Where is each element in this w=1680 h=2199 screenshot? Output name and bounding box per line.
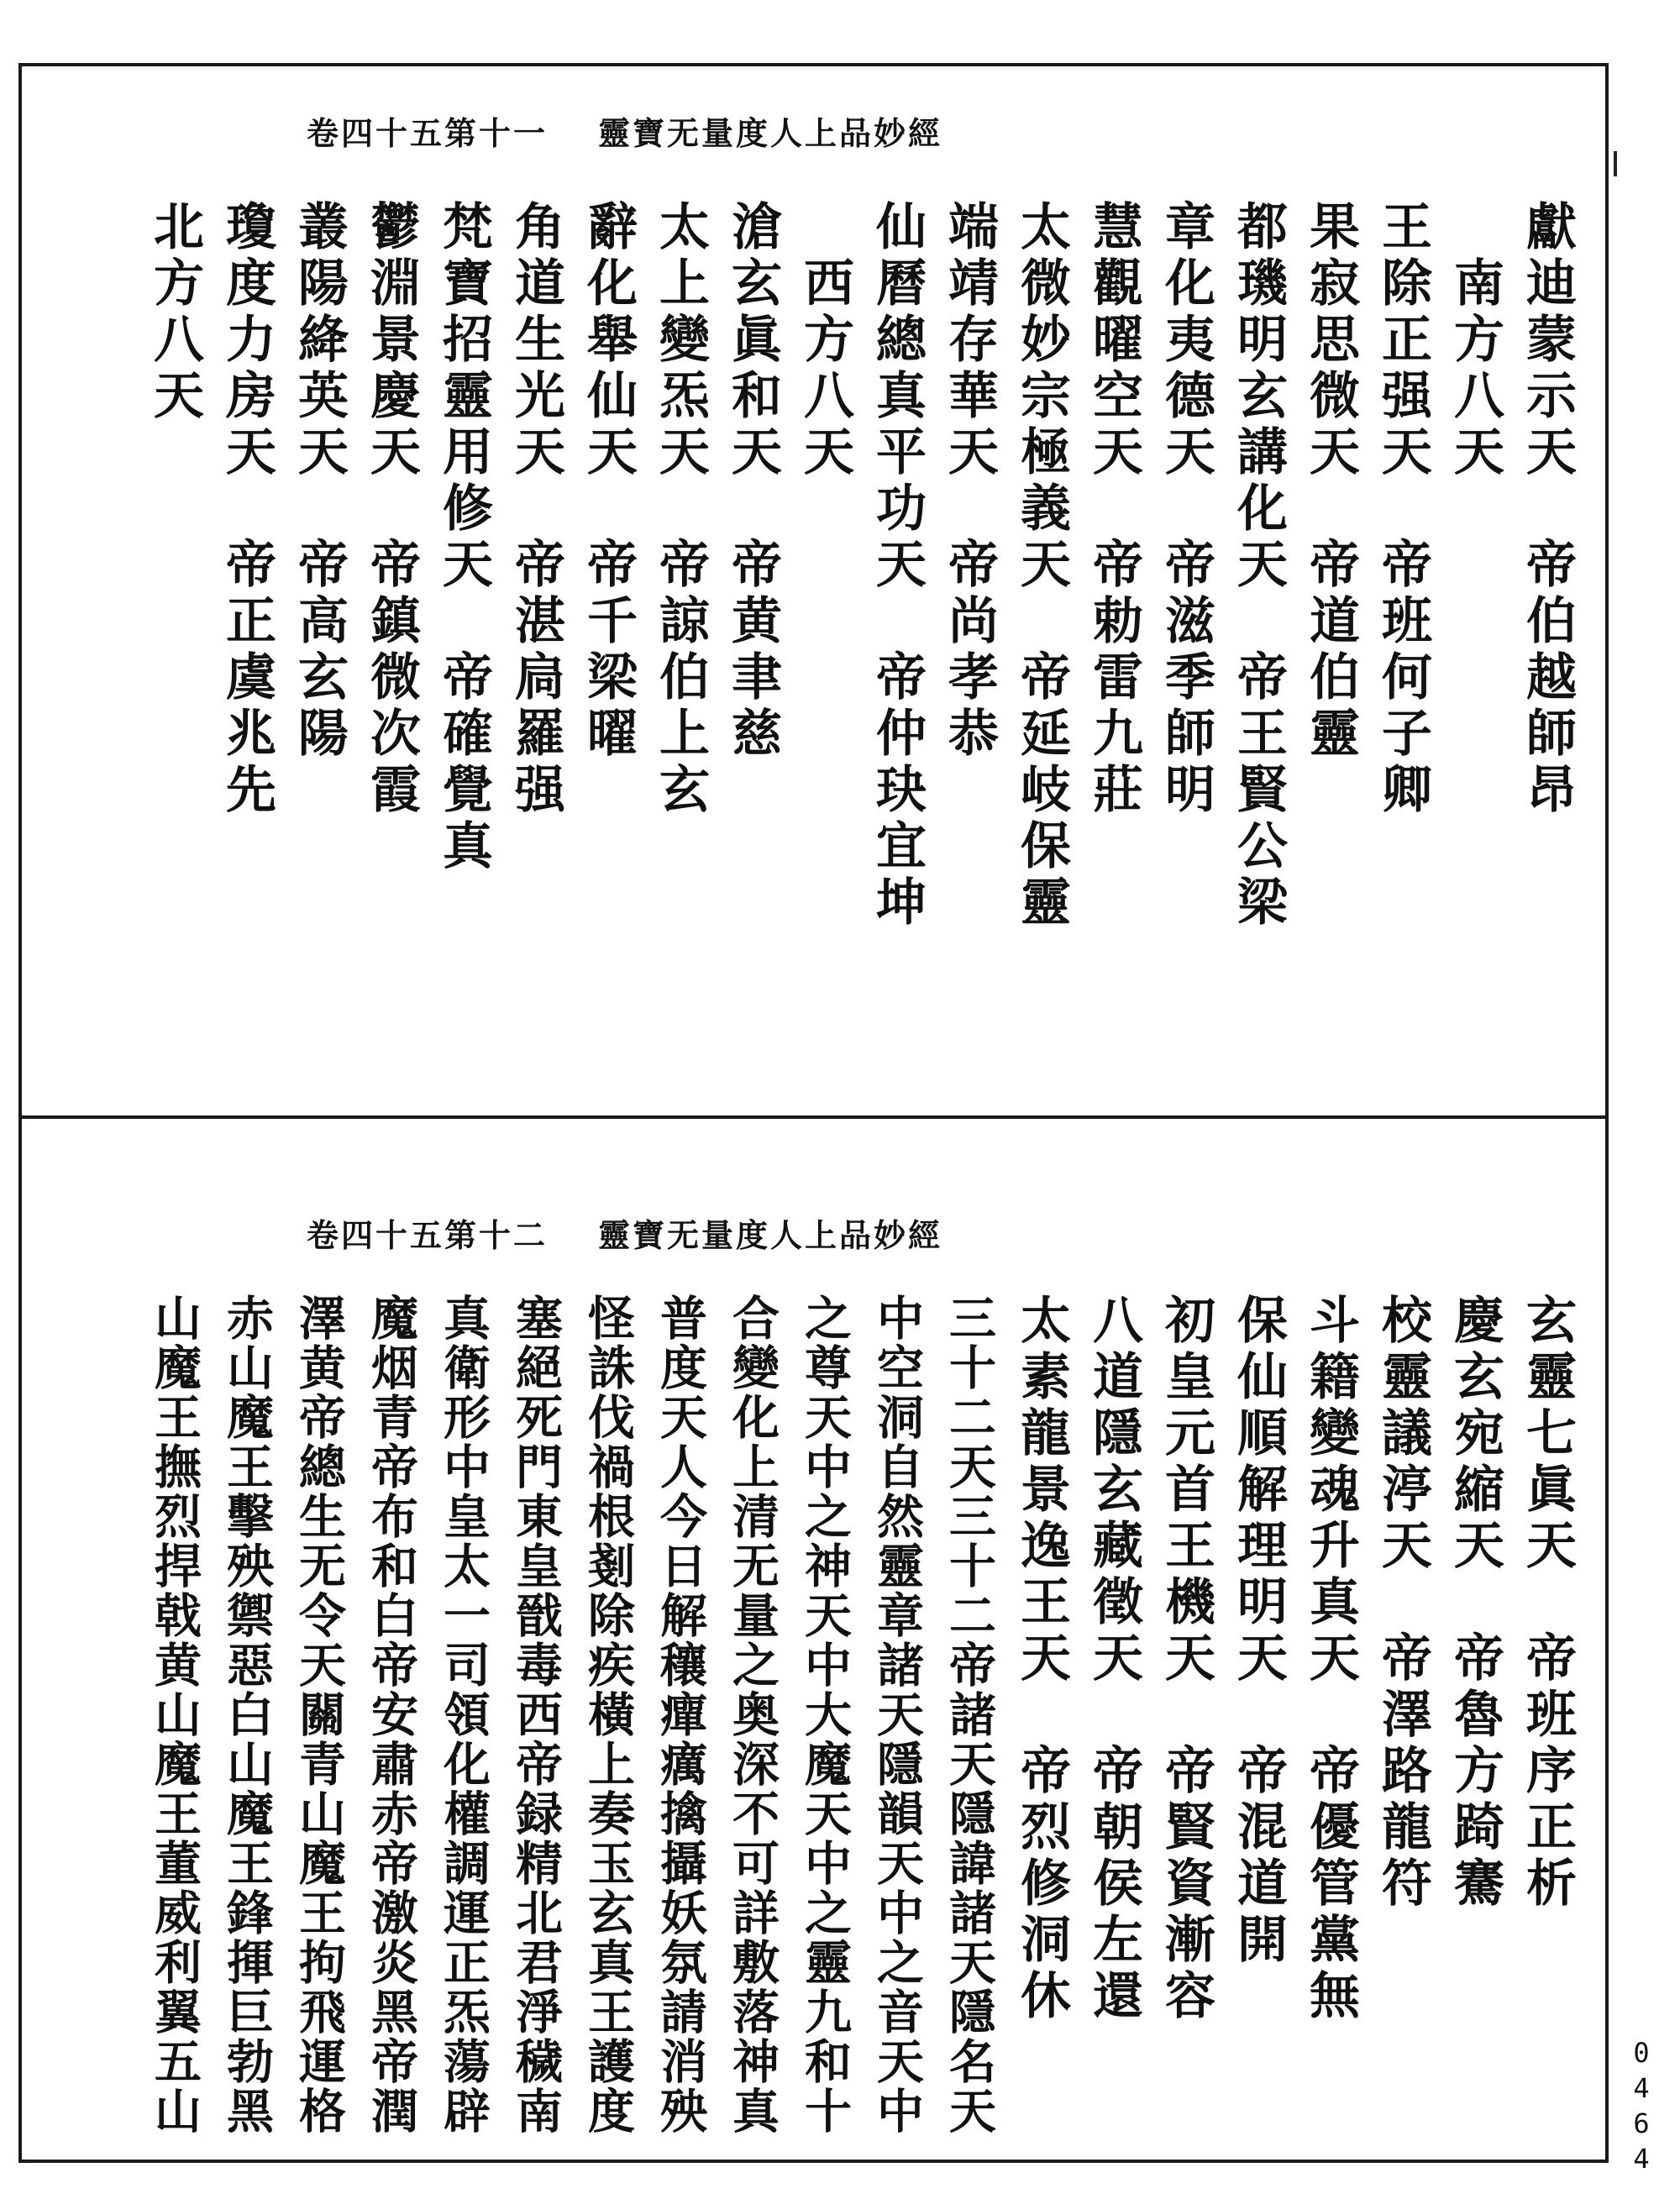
- text-column: 獻迪蒙示天 帝伯越師昂: [1518, 200, 1577, 819]
- text-column: 太素龍景逸王天 帝烈修洞休: [1012, 1294, 1071, 2025]
- text-column: 瓊度力房天 帝正虞兆先: [218, 200, 276, 819]
- text-column: 初皇元首王機天 帝賢資漸容: [1157, 1294, 1215, 2025]
- text-column: 真衛形中皇太一司領化權調運正炁蕩辟: [436, 1294, 491, 2136]
- text-column: 三十二天三十二帝諸天隱諱諸天隱名天: [942, 1294, 997, 2136]
- text-column: 梵寶招靈用修天 帝確覺真: [434, 200, 493, 875]
- text-column: 合變化上清无量之奥深不可詳敷落神真: [725, 1294, 780, 2136]
- text-column: 玄靈七眞天 帝班序正析: [1518, 1294, 1577, 1913]
- text-column: 澤黄帝總生无令天關青山魔王拘飛運格: [291, 1294, 347, 2136]
- text-column: 山魔王撫烈捍戟黄山魔王董威利翼五山: [147, 1294, 202, 2136]
- text-column: 中空洞自然靈章諸天隱韻天中之音天中: [869, 1294, 925, 2136]
- text-column: 八道隱玄藏徵天 帝朝侯左還: [1084, 1294, 1143, 2025]
- text-column: 角道生光天 帝湛扃羅强: [507, 200, 565, 819]
- page-number: 0464: [1625, 2037, 1657, 2178]
- text-column: 南方八天: [1446, 200, 1504, 481]
- margin-mark: [1614, 151, 1617, 176]
- top-text-panel: [34, 200, 1583, 1031]
- text-column: 都璣明玄講化天 帝王賢公梁: [1229, 200, 1288, 932]
- text-column: 校靈議渟天 帝澤路龍符: [1373, 1294, 1432, 1913]
- text-column: 辭化舉仙天 帝千梁曜: [579, 200, 638, 763]
- bottom-header-volume: 卷四十五第十二: [307, 1216, 549, 1254]
- text-column: 赤山魔王擊殃禦惡白山魔王鋒揮巨勃黑: [219, 1294, 275, 2136]
- text-column: 章化夷德天 帝滋季師明: [1157, 200, 1215, 819]
- text-column: 太上變炁天 帝諒伯上玄: [651, 200, 710, 819]
- text-column: 鬱淵景慶天 帝鎮微次霞: [362, 200, 421, 819]
- text-column: 叢陽絳英天 帝高玄陽: [290, 200, 349, 763]
- top-header-title: 靈寶无量度人上品妙經: [598, 114, 943, 152]
- text-column: 太微妙宗極義天 帝延岐保靈: [1012, 200, 1071, 932]
- text-column: 慶玄宛縮天 帝魯方踦騫: [1446, 1294, 1504, 1913]
- text-column: 魔烟青帝布和白帝安肅赤帝激炎黑帝潤: [364, 1294, 419, 2136]
- top-header-volume: 卷四十五第十一: [307, 114, 549, 152]
- text-column: 果寂思微天 帝道伯靈: [1301, 200, 1360, 763]
- text-column: 滄玄眞和天 帝黄聿慈: [723, 200, 782, 763]
- text-column: 塞絕死門東皇戩毒西帝録精北君淨穢南: [508, 1294, 564, 2136]
- text-column: 保仙順解理明天 帝混道開: [1229, 1294, 1288, 1969]
- text-column: 普度天人今日解穰癉癘擒攝妖氛請消殃: [653, 1294, 708, 2136]
- text-column: 端靖存華天 帝尚孝恭: [940, 200, 999, 763]
- text-column: 仙曆總真平功天 帝仲玦宜坤: [868, 200, 927, 932]
- bottom-header-title: 靈寶无量度人上品妙經: [598, 1216, 943, 1254]
- text-column: 王除正强天 帝班何子卿: [1373, 200, 1432, 819]
- text-column: 北方八天: [145, 200, 204, 425]
- text-column: 慧觀曜空天 帝勅雷九莊: [1084, 200, 1143, 819]
- text-column: 西方八天: [795, 200, 854, 481]
- top-header: [307, 108, 942, 154]
- text-column: 怪誅伐禍根剗除疾橫上奏玉玄真王護度: [580, 1294, 636, 2136]
- bottom-text-panel: [34, 1294, 1583, 2142]
- text-column: 斗籍變魂升真天 帝優管黨無: [1301, 1294, 1360, 2025]
- bottom-header: [307, 1210, 942, 1256]
- text-column: 之尊天中之神天中大魔天中之靈九和十: [797, 1294, 853, 2136]
- page-divider: [18, 1115, 1609, 1119]
